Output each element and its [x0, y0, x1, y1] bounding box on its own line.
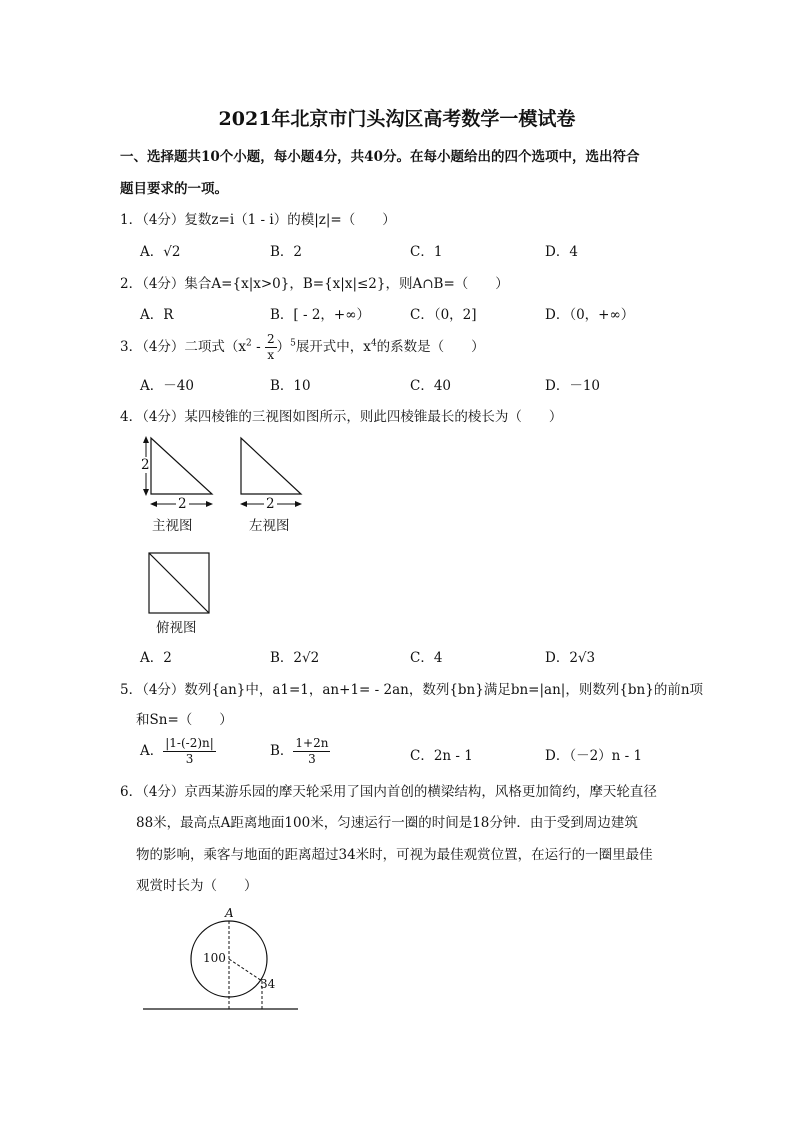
q5-option-b: B． $\frac{1+2n}{3}$ — [270, 736, 329, 766]
section-heading-line2: 题目要求的一项。 — [120, 181, 228, 197]
ferris-height-100-label: 100 — [203, 951, 226, 965]
q6-line2: 88米，最高点A距离地面100米，匀速运行一圈的时间是18分钟．由于受到周边建筑 — [136, 815, 638, 831]
front-view-width-label: 2 — [178, 496, 187, 512]
side-view-label: 左视图 — [249, 518, 290, 534]
q2-option-a: A．R — [140, 307, 174, 323]
top-view-label: 俯视图 — [156, 620, 197, 636]
q3-option-b: B．10 — [270, 378, 311, 394]
q3-fraction: $\frac{2}{x}$ — [266, 332, 275, 362]
q5-option-d: D．（－2）n - 1 — [545, 748, 643, 764]
section-heading-line1: 一、选择题共10个小题，每小题4分，共40分。在每小题给出的四个选项中，选出符合 — [120, 149, 640, 165]
q1-option-a: A．√2 — [140, 244, 181, 260]
side-view-width-label: 2 — [266, 496, 275, 512]
q1-option-b: B．2 — [270, 244, 303, 260]
q3-stem: 3．（4分）二项式（$x^2$ - $\frac{2}{x}$ ）$^5$展开式中，$x^4$的系数是（ ） — [120, 332, 485, 362]
q5-stem-line1: 5．（4分）数列{an}中，a1=1，an+1= - 2an，数列{bn}满足bn=|an|，则数列{bn}的前n项 — [120, 682, 704, 698]
q3-option-c: C．40 — [410, 378, 452, 394]
q5-stem-line2: 和Sn=（ ） — [136, 712, 233, 728]
q6-line1: 6．（4分）京西某游乐园的摩天轮采用了国内首创的横梁结构，风格更加简约，摩天轮直径 — [120, 784, 657, 800]
q2-option-d: D．（0，+∞） — [545, 307, 635, 323]
q5-option-a: A． $\frac{|1-(-2)n|}{3}$ — [140, 736, 214, 766]
q4-option-c: C．4 — [410, 650, 443, 666]
ferris-point-a-label: A — [225, 906, 234, 920]
q1-option-c: C．1 — [410, 244, 443, 260]
q2-option-b: B．[ - 2，+∞） — [270, 307, 370, 323]
q5-option-c: C．2n - 1 — [410, 748, 473, 764]
front-view-height-label: 2 — [141, 457, 150, 473]
front-view-label: 主视图 — [152, 518, 193, 534]
q1-option-d: D．4 — [545, 244, 578, 260]
q2-stem: 2．（4分）集合A={x|x>0}，B={x|x|≤2}，则A∩B=（ ） — [120, 276, 509, 292]
q4-option-b: B．2√2 — [270, 650, 320, 666]
q6-line4: 观赏时长为（ ） — [136, 878, 258, 894]
top-view-figure — [148, 552, 212, 616]
q6-line3: 物的影响，乘客与地面的距离超过34米时，可视为最佳观赏位置，在运行的一圈里最佳 — [136, 847, 653, 863]
q4-option-d: D．2√3 — [545, 650, 596, 666]
page-title: 2021年北京市门头沟区高考数学一模试卷 — [218, 108, 576, 130]
q4-option-a: A．2 — [140, 650, 172, 666]
q3-option-d: D．－10 — [545, 378, 601, 394]
ferris-height-34-label: 34 — [260, 977, 276, 991]
q1-stem: 1．（4分）复数z=i（1 - i）的模|z|=（ ） — [120, 212, 396, 228]
q3-option-a: A．－40 — [140, 378, 194, 394]
q4-stem: 4．（4分）某四棱锥的三视图如图所示，则此四棱锥最长的棱长为（ ） — [120, 409, 563, 425]
q2-option-c: C．（0，2] — [410, 307, 477, 323]
